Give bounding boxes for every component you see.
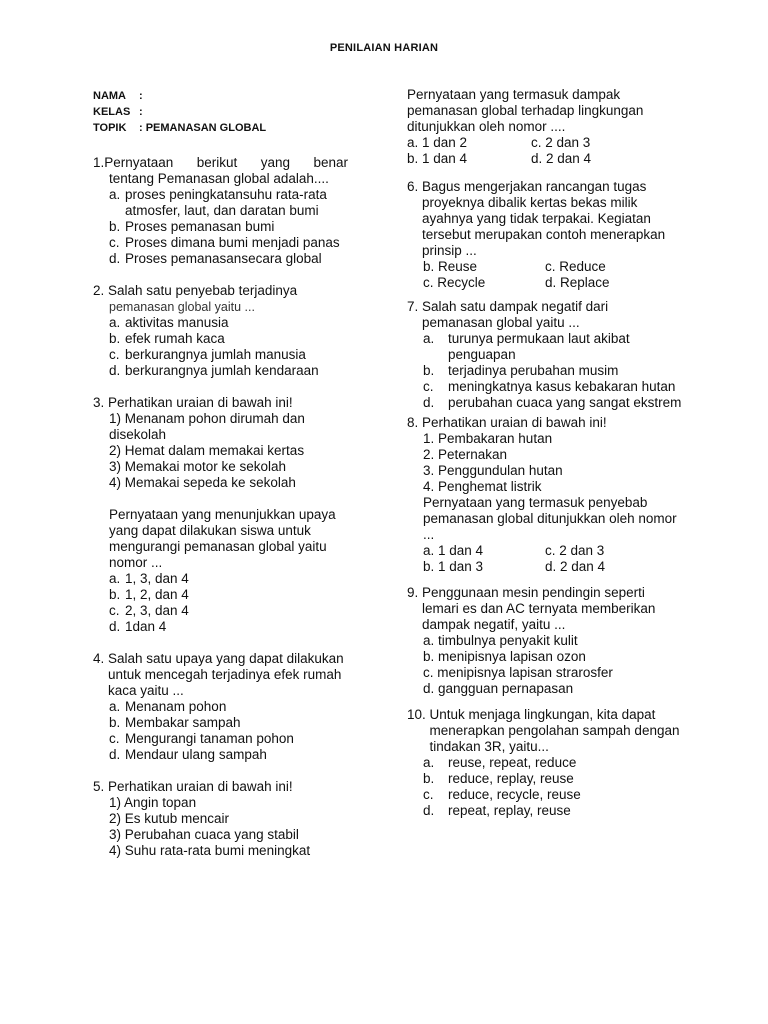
option-d (93, 619, 348, 635)
option-c (407, 787, 682, 803)
question-number: 4. (93, 651, 109, 666)
nama-label: NAMA (93, 90, 126, 102)
question-text: Pernyataan berikut yang benar (104, 155, 348, 170)
question-prompt: Pernyataan yang menunjukkan upaya yang dapat dilakukan siswa untuk mengurangi pemanasan global yaitu nomor ... (109, 507, 336, 570)
question-7 (407, 299, 682, 411)
question-8 (407, 415, 682, 575)
option-a (407, 755, 682, 771)
option-letter: a. (109, 571, 121, 586)
question-2 (93, 283, 348, 379)
option-letter: b. (109, 331, 121, 346)
option-text: Membakar sampah (125, 715, 241, 730)
option-b: b. menipisnya lapisan ozon (423, 649, 586, 664)
option-b (93, 715, 348, 731)
option-letter: c. (423, 787, 434, 802)
option-text: Menanam pohon (125, 699, 227, 714)
option-d: d. 2 dan 4 (545, 559, 606, 574)
option-d: d. gangguan pernapasan (423, 681, 574, 696)
list-item: 1) Menanam pohon dirumah dan disekolah (109, 411, 305, 442)
question-text: Untuk menjaga lingkungan, kita dapat menerapkan pengolahan sampah dengan tindakan 3R, yaitu... (429, 707, 680, 754)
option-text: reduce, recycle, reuse (448, 787, 581, 802)
option-text: meningkatnya kasus kebakaran hutan (448, 379, 676, 394)
question-text: Perhatikan uraian di bawah ini! (108, 779, 293, 794)
option-b (93, 331, 348, 347)
list-item: 3) Perubahan cuaca yang stabil (109, 827, 299, 842)
option-text: efek rumah kaca (125, 331, 225, 346)
question-6 (407, 179, 682, 291)
option-letter: d. (109, 363, 121, 378)
topik-value: : PEMANASAN GLOBAL (139, 122, 267, 134)
option-text: proses peningkatansuhu rata-rata atmosfer, laut, dan daratan bumi (125, 187, 327, 218)
option-grid (407, 543, 682, 575)
option-letter: b. (423, 771, 435, 786)
option-text: reduce, replay, reuse (448, 771, 574, 786)
list-item: 4. Penghemat listrik (423, 479, 542, 494)
question-text: Salah satu upaya yang dapat dilakukan untuk mencegah terjadinya efek rumah kaca yaitu ... (108, 651, 344, 698)
option-text: 2, 3, dan 4 (125, 603, 189, 618)
kelas-sep: : (139, 106, 143, 118)
option-grid (407, 259, 682, 291)
option-text: Proses pemanasan bumi (125, 219, 275, 234)
kelas-label: KELAS (93, 106, 131, 118)
option-c (93, 731, 348, 747)
option-text: terjadinya perubahan musim (448, 363, 619, 378)
option-a (93, 571, 348, 587)
option-a: a. 1 dan 2 (407, 135, 468, 150)
option-text: 1, 3, dan 4 (125, 571, 189, 586)
list-item: 2) Es kutub mencair (109, 811, 230, 826)
option-d (407, 803, 682, 819)
option-c (407, 379, 682, 395)
option-a: a. 1 dan 4 (423, 543, 484, 558)
question-number: 10. (407, 707, 430, 722)
option-letter: d. (423, 395, 435, 410)
question-number: 8. (407, 415, 423, 430)
list-item: 1. Pembakaran hutan (423, 431, 553, 446)
list-item: 4) Memakai sepeda ke sekolah (109, 475, 296, 490)
question-number: 9. (407, 585, 423, 600)
option-a: b. Reuse (423, 259, 478, 274)
option-a (407, 331, 682, 363)
question-4 (93, 651, 348, 763)
question-number: 5. (93, 779, 109, 794)
option-text: berkurangnya jumlah kendaraan (125, 363, 319, 378)
option-letter: c. (109, 347, 120, 362)
question-number: 3. (93, 395, 109, 410)
option-letter: d. (109, 619, 121, 634)
list-item: 1) Angin topan (109, 795, 197, 810)
option-text: Mendaur ulang sampah (125, 747, 267, 762)
student-info (93, 88, 266, 136)
option-d (93, 251, 348, 267)
option-text: reuse, repeat, reduce (448, 755, 577, 770)
option-letter: c. (109, 603, 120, 618)
option-text: repeat, replay, reuse (448, 803, 571, 818)
left-column (93, 155, 348, 875)
option-text: turunya permukaan laut akibat penguapan (448, 331, 630, 362)
list-item: 4) Suhu rata-rata bumi meningkat (109, 843, 311, 858)
question-number: 1. (93, 155, 105, 170)
option-letter: b. (109, 715, 121, 730)
option-text: aktivitas manusia (125, 315, 229, 330)
question-number: 6. (407, 179, 423, 194)
option-text: Proses dimana bumi menjadi panas (125, 235, 340, 250)
option-c: c. 2 dan 3 (531, 135, 591, 150)
list-item: 3. Penggundulan hutan (423, 463, 563, 478)
option-letter: a. (109, 187, 121, 202)
option-letter: c. (109, 731, 120, 746)
option-d (93, 747, 348, 763)
option-letter: c. (109, 235, 120, 250)
list-item: 2) Hemat dalam memakai kertas (109, 443, 305, 458)
question-number: 7. (407, 299, 423, 314)
question-prompt: Pernyataan yang termasuk penyebab pemanasan global ditunjukkan oleh nomor ... (423, 495, 677, 542)
option-a (93, 699, 348, 715)
question-text: Perhatikan uraian di bawah ini! (108, 395, 293, 410)
option-grid (407, 135, 682, 167)
option-c (93, 603, 348, 619)
question-prompt: Pernyataan yang termasuk dampak pemanasan global terhadap lingkungan ditunjukkan oleh nomor .... (407, 87, 644, 134)
option-text: 1dan 4 (125, 619, 167, 634)
option-letter: a. (109, 699, 121, 714)
option-letter: b. (423, 363, 435, 378)
question-text: Penggunaan mesin pendingin seperti lemari es dan AC ternyata memberikan dampak negatif, yaitu ... (422, 585, 656, 632)
option-a (93, 315, 348, 331)
option-d (93, 363, 348, 379)
option-letter: b. (109, 219, 121, 234)
question-5 (93, 779, 348, 859)
option-text: perubahan cuaca yang sangat ekstrem (448, 395, 682, 410)
option-letter: d. (423, 803, 435, 818)
option-b: b. 1 dan 3 (423, 559, 484, 574)
option-d (407, 395, 682, 411)
list-item: 2. Peternakan (423, 447, 508, 462)
option-text: 1, 2, dan 4 (125, 587, 189, 602)
question-text: Bagus mengerjakan rancangan tugas proyeknya dibalik kertas bekas milik ayahnya yang tidak terpakai. Kegiatan tersebut merupakan contoh menerapkan prinsip ... (422, 179, 666, 258)
option-c (93, 347, 348, 363)
option-letter: b. (109, 587, 121, 602)
option-b: b. 1 dan 4 (407, 151, 468, 166)
question-3 (93, 395, 348, 635)
question-number: 2. (93, 283, 109, 298)
option-d: d. 2 dan 4 (531, 151, 592, 166)
question-text: Perhatikan uraian di bawah ini! (422, 415, 607, 430)
option-text: berkurangnya jumlah manusia (125, 347, 306, 362)
question-text-cont: tentang Pemanasan global adalah.... (109, 171, 329, 186)
option-text: Mengurangi tanaman pohon (125, 731, 294, 746)
option-c: c. 2 dan 3 (545, 543, 605, 558)
page-title: PENILAIAN HARIAN (329, 42, 439, 54)
option-b (407, 771, 682, 787)
option-c (93, 235, 348, 251)
option-d: d. Replace (545, 275, 610, 290)
topik-label: TOPIK (93, 122, 127, 134)
option-a: a. timbulnya penyakit kulit (423, 633, 578, 648)
option-c: c. menipisnya lapisan strarosfer (423, 665, 613, 680)
question-text-cont: pemanasan global yaitu ... (109, 300, 255, 314)
list-item: 3) Memakai motor ke sekolah (109, 459, 287, 474)
option-letter: d. (109, 747, 121, 762)
option-b (93, 587, 348, 603)
question-text: Salah satu penyebab terjadinya (108, 283, 298, 298)
option-letter: a. (423, 331, 435, 346)
option-b: c. Recycle (423, 275, 486, 290)
option-letter: c. (423, 379, 434, 394)
question-9 (407, 585, 682, 697)
question-5-continued (407, 87, 682, 167)
option-letter: a. (109, 315, 121, 330)
option-b (407, 363, 682, 379)
question-10 (407, 707, 682, 819)
question-text: Salah satu dampak negatif dari pemanasan global yaitu ... (422, 299, 609, 330)
option-a (93, 187, 348, 219)
option-letter: a. (423, 755, 435, 770)
right-column (407, 87, 682, 835)
option-c: c. Reduce (545, 259, 606, 274)
option-text: Proses pemanasansecara global (125, 251, 322, 266)
question-1 (93, 155, 348, 267)
nama-sep: : (139, 90, 143, 102)
option-b (93, 219, 348, 235)
option-letter: d. (109, 251, 121, 266)
